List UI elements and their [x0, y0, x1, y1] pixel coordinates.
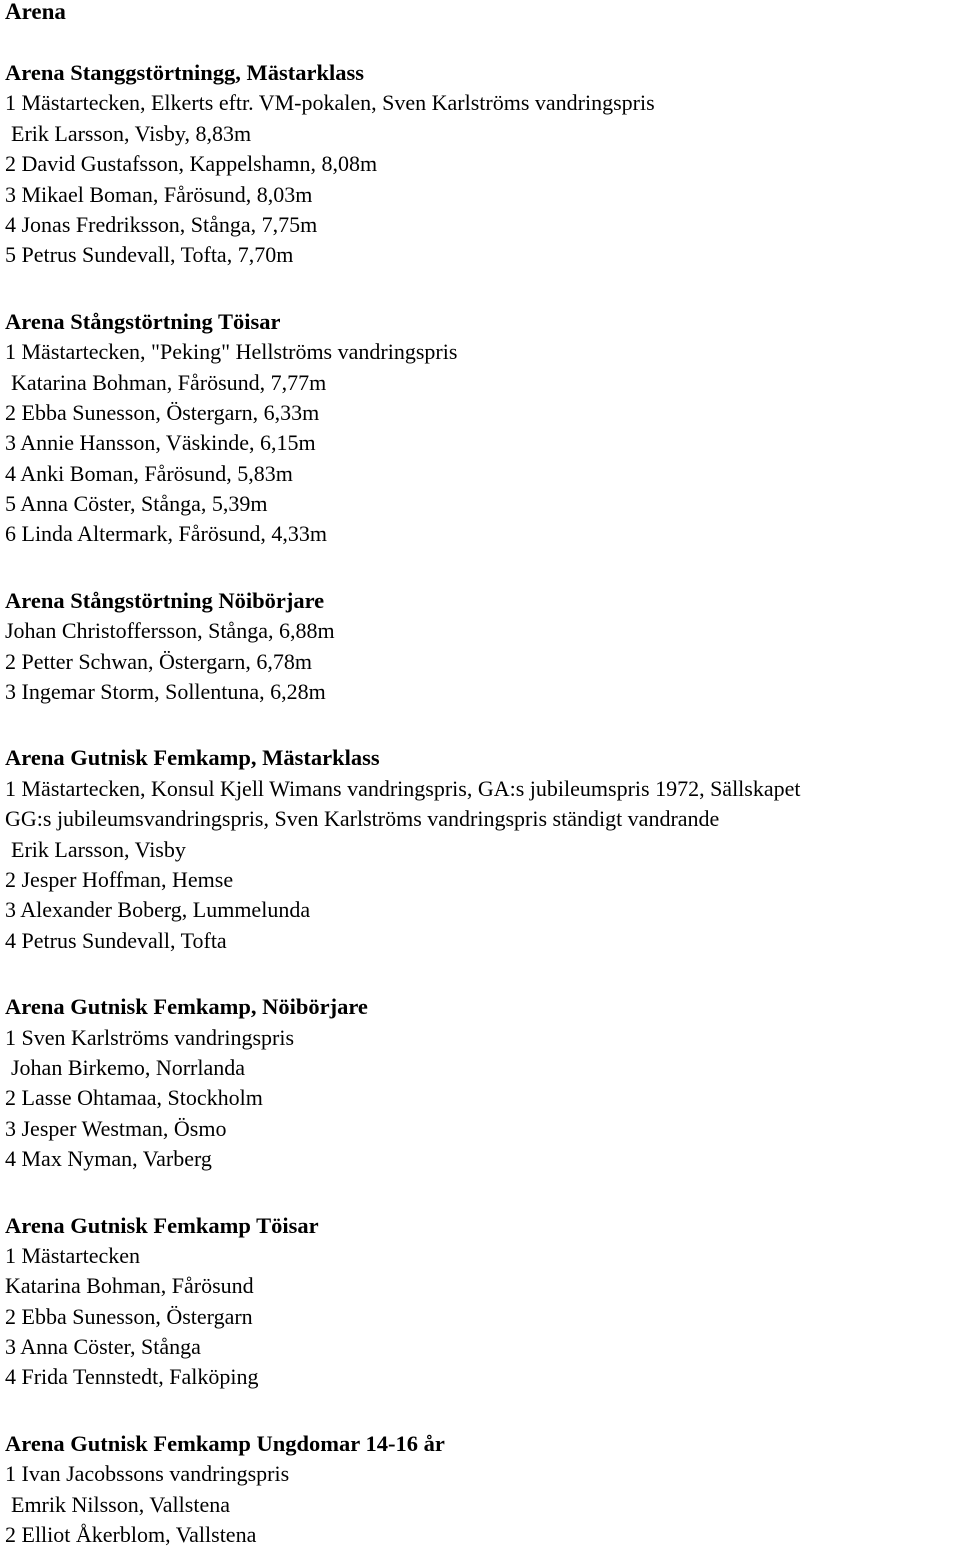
result-section	[5, 58, 957, 271]
result-line: 1 Mästartecken, "Peking" Hellströms vandringspris	[5, 339, 458, 365]
result-line: Johan Birkemo, Norrlanda	[11, 1054, 245, 1080]
result-section	[5, 992, 957, 1174]
result-line: 1 Mästartecken	[5, 1242, 140, 1268]
result-line: 1 Sven Karlströms vandringspris	[5, 1024, 295, 1050]
result-line: 4 Jonas Fredriksson, Stånga, 7,75m	[5, 211, 318, 237]
result-line: 4 Frida Tennstedt, Falköping	[5, 1364, 259, 1390]
result-line: 3 Mikael Boman, Fårösund, 8,03m	[5, 181, 313, 207]
page-title: Arena	[5, 0, 66, 24]
result-line: 4 Anki Boman, Fårösund, 5,83m	[5, 460, 293, 486]
section-title: Arena Stångstörtning Nöibörjare	[5, 587, 325, 613]
section-title: Arena Stanggstörtningg, Mästarklass	[5, 60, 364, 85]
result-line: 3 Ingemar Storm, Sollentuna, 6,28m	[5, 679, 326, 705]
result-section	[5, 307, 957, 550]
section-title: Arena Gutnisk Femkamp Ungdomar 14-16 år	[5, 1430, 445, 1456]
result-line: 1 Mästartecken, Elkerts eftr. VM-pokalen, Sven Karlströms vandringspris	[5, 90, 655, 116]
result-line: Katarina Bohman, Fårösund	[5, 1273, 254, 1299]
result-line: 2 Ebba Sunesson, Östergarn, 6,33m	[5, 399, 320, 425]
result-line: 2 Ebba Sunesson, Östergarn	[5, 1303, 253, 1329]
result-line: 3 Alexander Boberg, Lummelunda	[5, 897, 311, 923]
result-line: Katarina Bohman, Fårösund, 7,77m	[11, 369, 327, 395]
result-line: 3 Jesper Westman, Ösmo	[5, 1115, 227, 1141]
result-line: Erik Larsson, Visby	[11, 836, 186, 862]
result-line: 5 Petrus Sundevall, Tofta, 7,70m	[5, 242, 294, 268]
result-line: 2 Lasse Ohtamaa, Stockholm	[5, 1085, 263, 1111]
result-line: GG:s jubileumsvandringspris, Sven Karlströms vandringspris ständigt vandrande	[5, 806, 720, 832]
result-line: 3 Annie Hansson, Väskinde, 6,15m	[5, 430, 316, 456]
result-section	[5, 743, 957, 956]
result-line: Erik Larsson, Visby, 8,83m	[11, 120, 252, 146]
section-title: Arena Gutnisk Femkamp, Mästarklass	[5, 745, 380, 771]
result-line: 4 Max Nyman, Varberg	[5, 1146, 212, 1172]
result-line: Emrik Nilsson, Vallstena	[11, 1491, 230, 1517]
result-section	[5, 1211, 957, 1393]
result-line: 5 Anna Cöster, Stånga, 5,39m	[5, 491, 268, 517]
result-line: 2 Jesper Hoffman, Hemse	[5, 866, 234, 892]
result-line: 1 Ivan Jacobssons vandringspris	[5, 1461, 290, 1487]
result-line: 6 Linda Altermark, Fårösund, 4,33m	[5, 521, 328, 547]
section-title: Arena Gutnisk Femkamp Töisar	[5, 1212, 319, 1238]
result-line: 4 Petrus Sundevall, Tofta	[5, 927, 227, 953]
result-line: 2 Elliot Åkerblom, Vallstena	[5, 1522, 257, 1548]
section-title: Arena Stångstörtning Töisar	[5, 308, 281, 334]
result-line: Johan Christoffersson, Stånga, 6,88m	[5, 618, 335, 644]
section-title: Arena Gutnisk Femkamp, Nöibörjare	[5, 994, 368, 1020]
result-line: 2 Petter Schwan, Östergarn, 6,78m	[5, 648, 312, 674]
result-line: 1 Mästartecken, Konsul Kjell Wimans vandringspris, GA:s jubileumspris 1972, Sällskapet	[5, 775, 801, 801]
result-section	[5, 586, 957, 708]
result-section	[5, 1429, 957, 1550]
result-line: 2 David Gustafsson, Kappelshamn, 8,08m	[5, 151, 378, 177]
document	[5, 0, 957, 1550]
result-line: 3 Anna Cöster, Stånga	[5, 1334, 201, 1360]
